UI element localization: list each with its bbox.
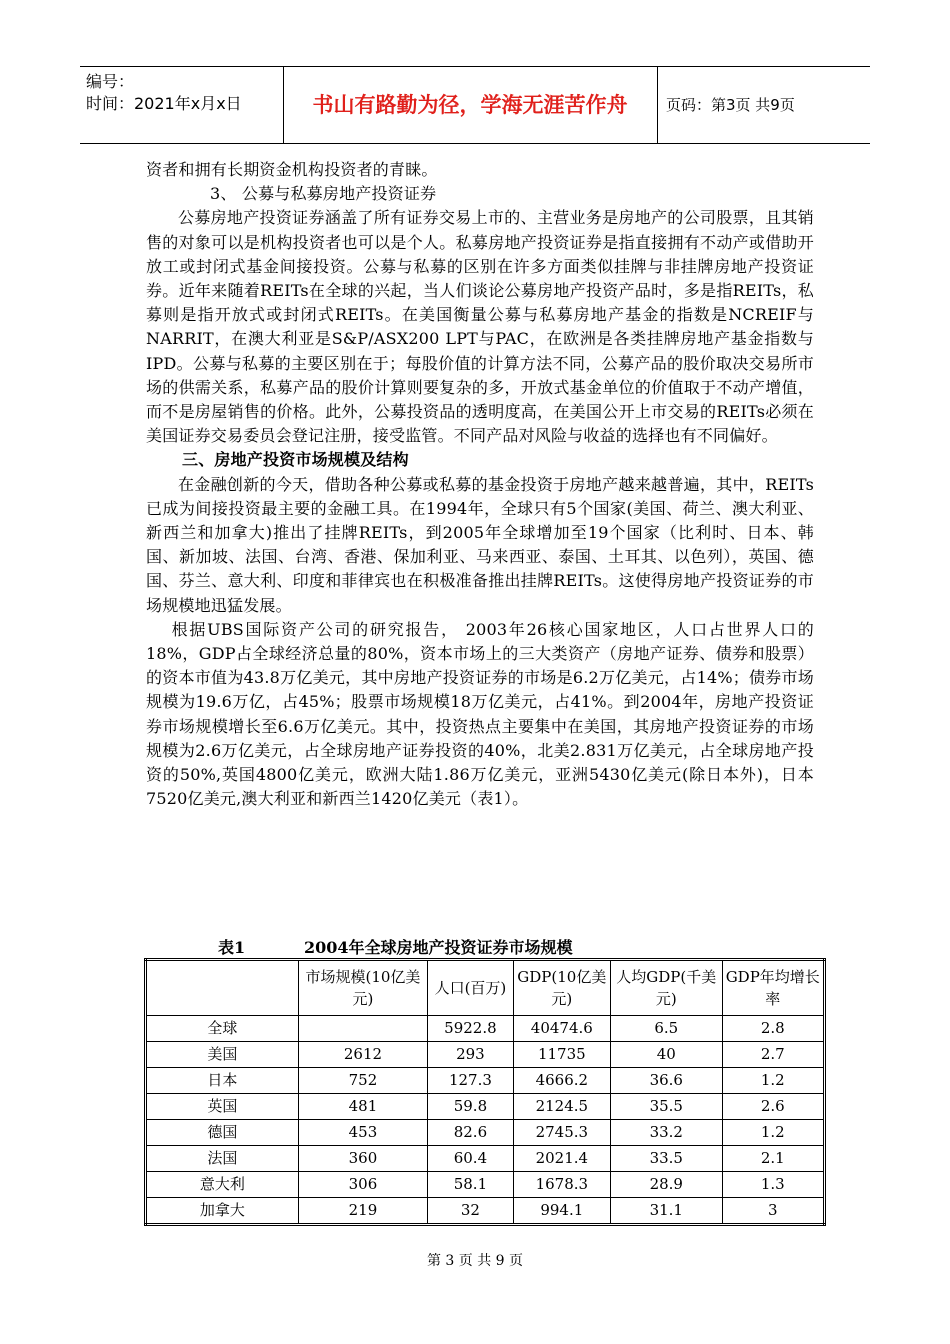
table-cell: 82.6 <box>428 1120 513 1146</box>
table-cell: 2124.5 <box>513 1094 610 1120</box>
subheading: 3、 公募与私募房地产投资证券 <box>210 184 437 204</box>
table-cell: 11735 <box>513 1042 610 1068</box>
page-header <box>80 66 870 144</box>
table-cell: 2612 <box>298 1042 428 1068</box>
table-cell: 1678.3 <box>513 1172 610 1198</box>
table-cell: 2.6 <box>722 1094 824 1120</box>
table-cell: 1.2 <box>722 1120 824 1146</box>
market-size-table <box>144 958 826 1226</box>
table-cell: 32 <box>428 1198 513 1225</box>
table-cell: 3 <box>722 1198 824 1225</box>
paragraph: 公募房地产投资证券涵盖了所有证券交易上市的、主营业务是房地产的公司股票，且其销售的对象可以是机构投资者也可以是个人。私募房地产投资证券是指直接拥有不动产或借助开放工或封闭式基金间接投资。公募与私募的区别在许多方面类似挂牌与非挂牌房地产投资证券。近年来随着REITs在全球的兴起，当人们谈论公募房地产投资产品时，多是指REITs，私募则是指开放式或封闭式REITs。在美国衡量公募与私募房地产基金的指数是NCREIF与NARRIT，在澳大利亚是S&P/ASX200 LPT与PAC，在欧洲是各类挂牌房地产基金指数与IPD。公募与私募的主要区别在于；每股价值的计算方法不同，公募产品的股价取决交易所市场的供需关系，私募产品的股价计算则要复杂的多，开放式基金单位的价值取于不动产增值，而不是房屋销售的价格。此外，公募投资品的透明度高，在美国公开上市交易的REITs必须在美国证券交易委员会登记注册，接受监管。不同产品对风险与收益的选择也有不同偏好。 <box>146 208 814 446</box>
table-cell: 994.1 <box>513 1198 610 1225</box>
page-footer: 第 3 页 共 9 页 <box>426 1253 524 1269</box>
paragraph: 根据UBS国际资产公司的研究报告， 2003年26核心国家地区，人口占世界人口的18%，GDP占全球经济总量的80%，资本市场上的三大类资产（房地产证券、债券和股票）的资本市值为43.8万亿美元，其中房地产投资证券的市场是6.2万亿美元，占14%；债券市场规模为19.6万亿，占45%；股票市场规模18万亿美元，占41%。到2004年，房地产投资证券市场规模增长至6.6万亿美元。其中，投资热点主要集中在美国，其房地产投资证券的市场规模为2.6万亿美元，占全球房地产证券投资的40%，北美2.831万亿美元，占全球房地产投资的50%,英国4800亿美元，欧洲大陆1.86万亿美元，亚洲5430亿美元(除日本外)，日本7520亿美元,澳大利亚和新西兰1420亿美元（表1）。 <box>146 619 814 809</box>
table-cell: 6.5 <box>611 1016 722 1042</box>
table-cell: 36.6 <box>611 1068 722 1094</box>
table-cell: 40 <box>611 1042 722 1068</box>
table-cell: 美国 <box>146 1042 299 1068</box>
header-number: 编号： <box>86 72 135 91</box>
table-cell: 58.1 <box>428 1172 513 1198</box>
table-cell: 293 <box>428 1042 513 1068</box>
header-meta <box>86 71 286 115</box>
table-row <box>146 1094 825 1120</box>
header-motto: 书山有路勤为径，学海无涯苦作舟 <box>312 93 628 117</box>
table-row <box>146 1042 825 1068</box>
table-cell: 306 <box>298 1172 428 1198</box>
table-cell: 4666.2 <box>513 1068 610 1094</box>
table-row <box>146 1068 825 1094</box>
table-cell: 2.7 <box>722 1042 824 1068</box>
table-cell: 360 <box>298 1146 428 1172</box>
table-cell: 2.1 <box>722 1146 824 1172</box>
table-cell: 意大利 <box>146 1172 299 1198</box>
table-cell: 453 <box>298 1120 428 1146</box>
table-cell: 1.2 <box>722 1068 824 1094</box>
paragraph: 资者和拥有长期资金机构投资者的青睐。 <box>146 160 438 179</box>
table-cell: 59.8 <box>428 1094 513 1120</box>
table-cell: 31.1 <box>611 1198 722 1225</box>
table-cell: 2745.3 <box>513 1120 610 1146</box>
table-header-cell: 人口(百万) <box>428 960 513 1016</box>
header-divider <box>657 67 658 143</box>
table-row <box>146 1172 825 1198</box>
table-header-cell: GDP年均增长率 <box>722 960 824 1016</box>
table-cell: 德国 <box>146 1120 299 1146</box>
table-cell: 127.3 <box>428 1068 513 1094</box>
table-cell: 2021.4 <box>513 1146 610 1172</box>
table-cell: 60.4 <box>428 1146 513 1172</box>
table-header-cell: 市场规模(10亿美元) <box>298 960 428 1016</box>
table-row <box>146 1198 825 1225</box>
table-header-cell: 人均GDP(千美元) <box>611 960 722 1016</box>
table-cell: 英国 <box>146 1094 299 1120</box>
table-row <box>146 1146 825 1172</box>
table-caption-title: 2004年全球房地产投资证券市场规模 <box>304 938 573 957</box>
table-header-cell: GDP(10亿美元) <box>513 960 610 1016</box>
table-cell: 481 <box>298 1094 428 1120</box>
table-caption <box>218 935 573 958</box>
table-cell: 33.5 <box>611 1146 722 1172</box>
table-header-cell <box>146 960 299 1016</box>
table-cell: 加拿大 <box>146 1198 299 1225</box>
table-cell: 219 <box>298 1198 428 1225</box>
table-cell: 5922.8 <box>428 1016 513 1042</box>
header-date: 时间：2021年x月x日 <box>86 94 242 113</box>
table-cell: 40474.6 <box>513 1016 610 1042</box>
table-cell <box>298 1016 428 1042</box>
header-page-info: 页码：第3页 共9页 <box>666 96 795 114</box>
section-heading: 三、房地产投资市场规模及结构 <box>182 450 409 470</box>
table-row <box>146 1016 825 1042</box>
table-cell: 日本 <box>146 1068 299 1094</box>
table-cell: 2.8 <box>722 1016 824 1042</box>
table-cell: 全球 <box>146 1016 299 1042</box>
table-caption-number: 表1 <box>218 938 246 957</box>
table-cell: 33.2 <box>611 1120 722 1146</box>
table-row <box>146 1120 825 1146</box>
document-body <box>146 158 814 811</box>
table-cell: 1.3 <box>722 1172 824 1198</box>
table-header-row <box>146 960 825 1016</box>
table-cell: 法国 <box>146 1146 299 1172</box>
table-cell: 35.5 <box>611 1094 722 1120</box>
paragraph: 在金融创新的今天，借助各种公募或私募的基金投资于房地产越来越普遍，其中，REITs已成为间接投资最主要的金融工具。在1994年，全球只有5个国家(美国、荷兰、澳大利亚、新西兰和加拿大)推出了挂牌REITs，到2005年全球增加至19个国家（比利时、日本、韩国、新加坡、法国、台湾、香港、保加利亚、马来西亚、泰国、土耳其、以色列），英国、德国、芬兰、意大利、印度和菲律宾也在积极准备推出挂牌REITs。这使得房地产投资证券的市场规模地迅猛发展。 <box>146 474 814 615</box>
table-cell: 752 <box>298 1068 428 1094</box>
table-cell: 28.9 <box>611 1172 722 1198</box>
